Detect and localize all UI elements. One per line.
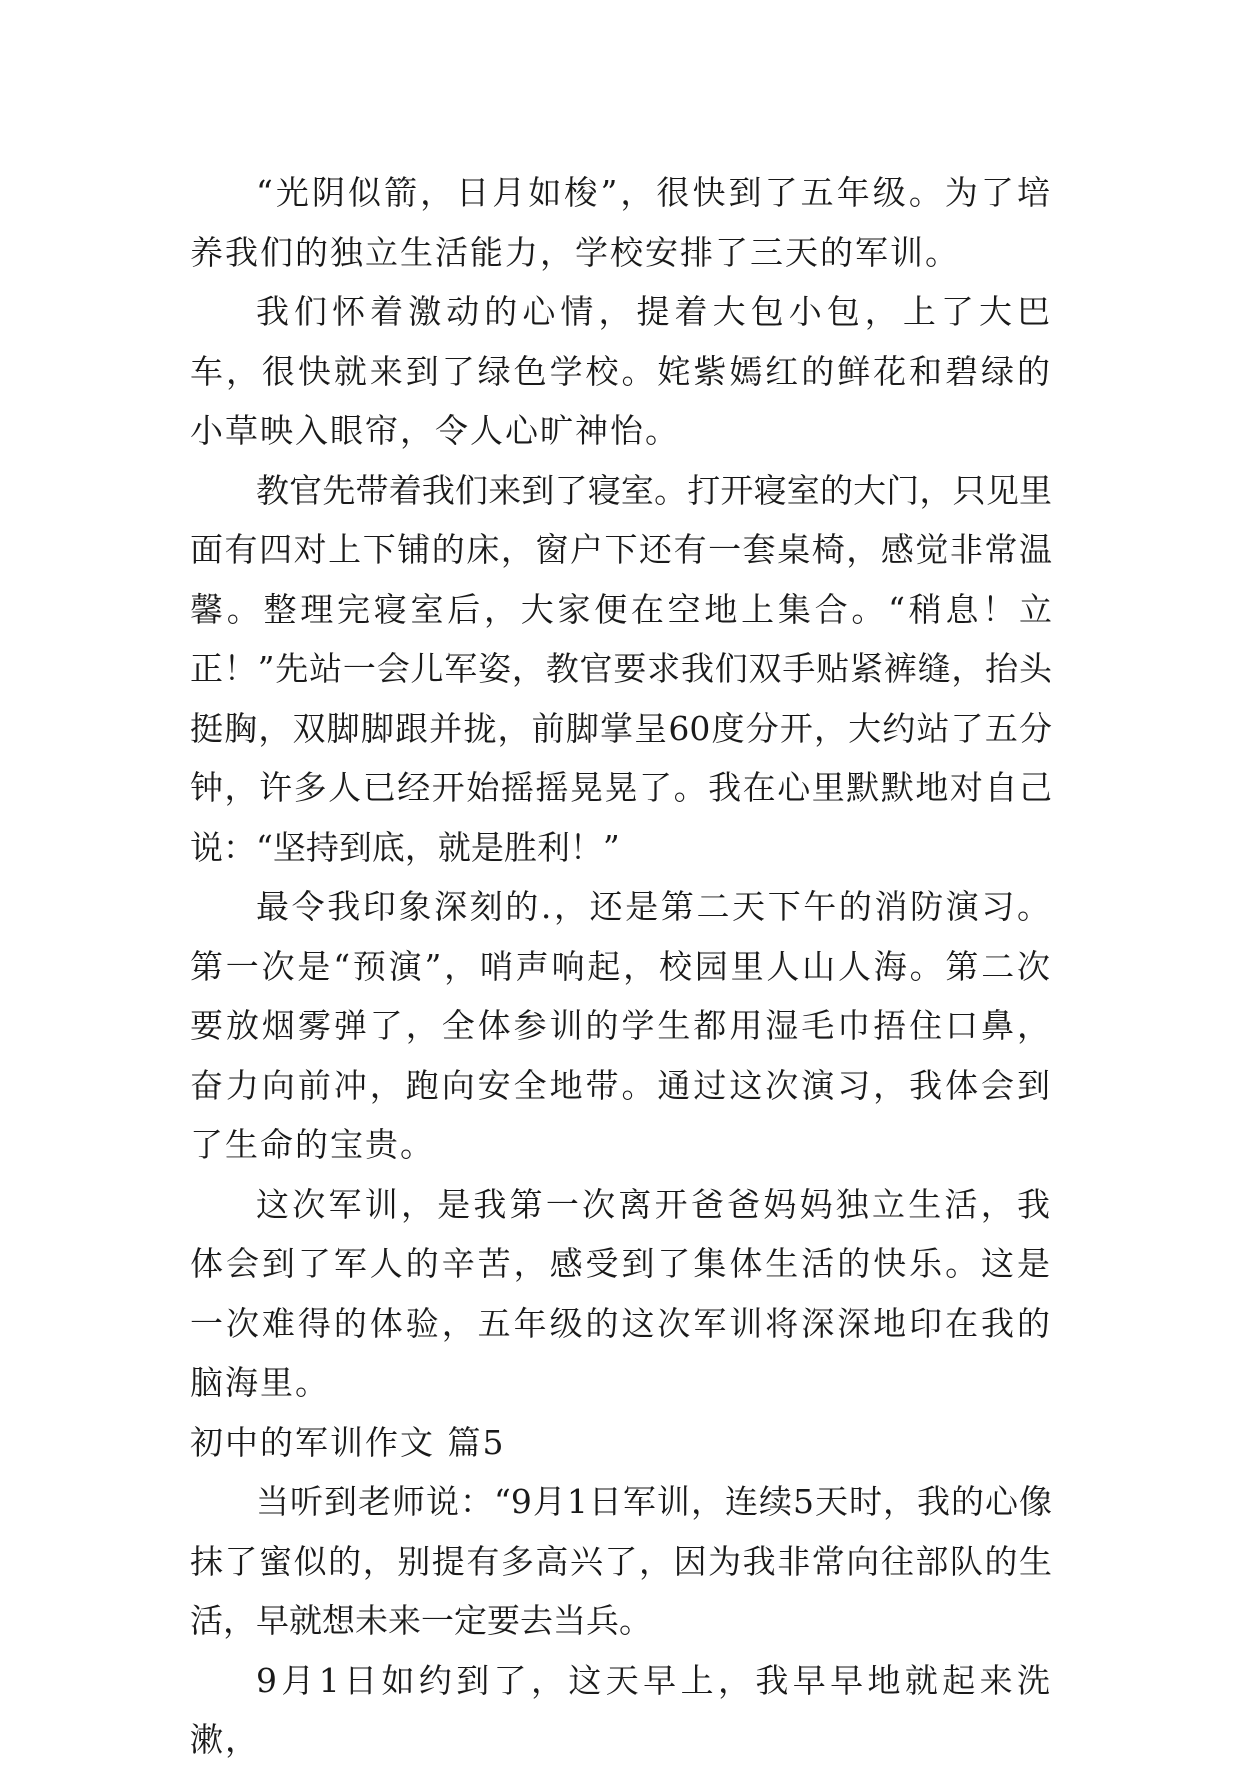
paragraph-6: 当听到老师说：“9月1日军训，连续5天时，我的心像抹了蜜似的，别提有多高兴了，因为我非常向往部队的生活，早就想未来一定要去当兵。 <box>190 1482 1052 1640</box>
paragraph-1: “光阴似箭，日月如梭”，很快到了五年级。为了培养我们的独立生活能力，学校安排了三天的军训。 <box>190 173 1052 272</box>
section-heading: 初中的军训作文 篇5 <box>190 1422 506 1462</box>
paragraph-5: 这次军训，是我第一次离开爸爸妈妈独立生活，我体会到了军人的辛苦，感受到了集体生活的快乐。这是一次难得的体验，五年级的这次军训将深深地印在我的脑海里。 <box>190 1184 1052 1402</box>
paragraph-7: 9月1日如约到了，这天早上，我早早地就起来洗漱， <box>190 1660 1052 1759</box>
paragraph-4: 最令我印象深刻的.，还是第二天下午的消防演习。第一次是“预演”，哨声响起，校园里人山人海。第二次要放烟雾弹了，全体参训的学生都用湿毛巾捂住口鼻，奋力向前冲，跑向安全地带。通过这次演习，我体会到了生命的宝贵。 <box>190 887 1052 1164</box>
paragraph-3: 教官先带着我们来到了寝室。打开寝室的大门，只见里面有四对上下铺的床，窗户下还有一套桌椅，感觉非常温馨。整理完寝室后，大家便在空地上集合。“稍息！立正！”先站一会儿军姿，教官要求我们双手贴紧裤缝，抬头挺胸，双脚脚跟并拢，前脚掌呈60度分开，大约站了五分钟，许多人已经开始摇摇晃晃了。我在心里默默地对自己说：“坚持到底，就是胜利！” <box>190 470 1052 867</box>
document-body <box>190 163 1052 1770</box>
paragraph-2: 我们怀着激动的心情，提着大包小包，上了大巴车，很快就来到了绿色学校。姹紫嫣红的鲜花和碧绿的小草映入眼帘，令人心旷神怡。 <box>190 292 1052 450</box>
